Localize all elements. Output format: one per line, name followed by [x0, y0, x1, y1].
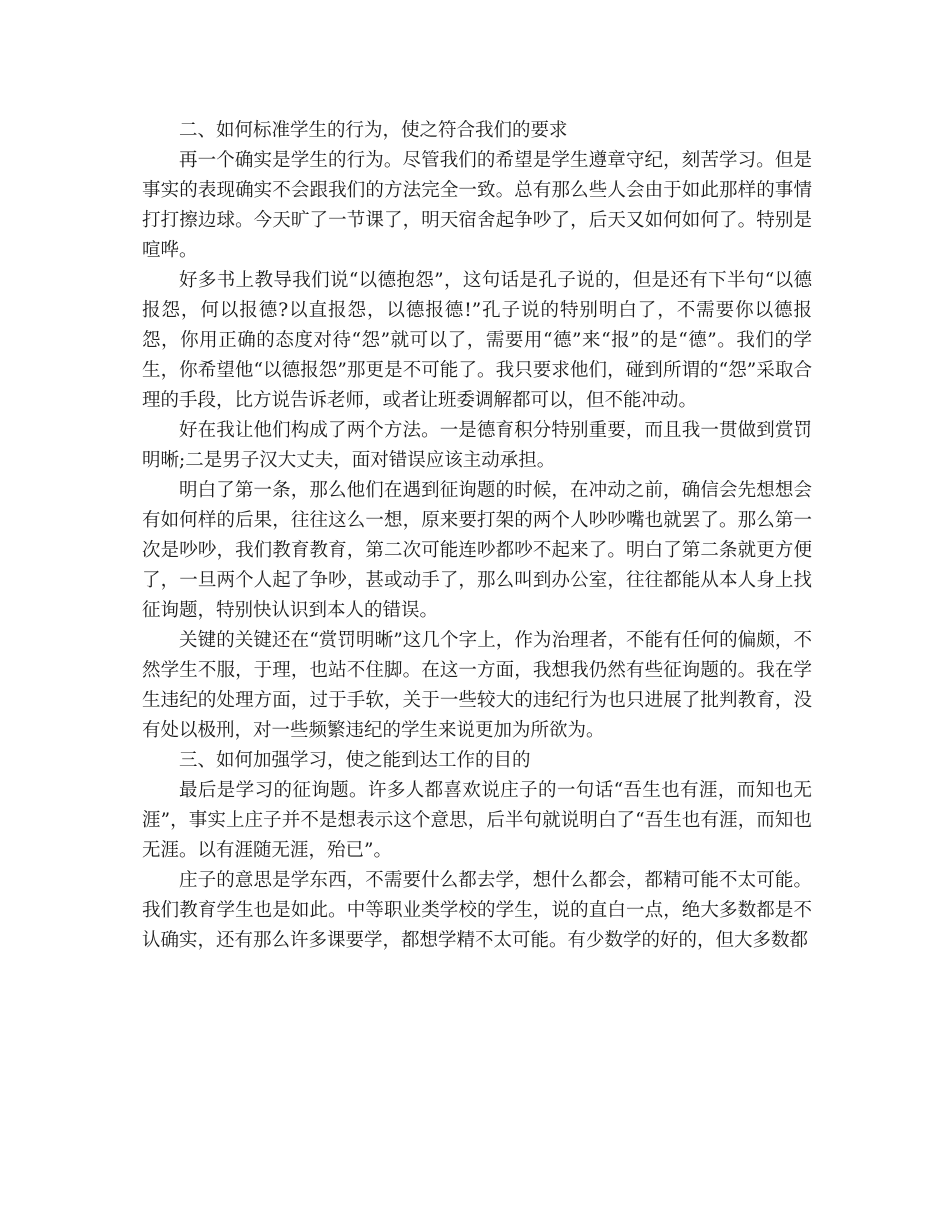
- paragraph: 好在我让他们构成了两个方法。一是德育积分特别重要，而且我一贯做到赏罚明晰;二是男子汉大丈夫，面对错误应该主动承担。: [142, 420, 812, 471]
- paragraph: 最后是学习的征询题。许多人都喜欢说庄子的一句话“吾生也有涯，而知也无涯”，事实上庄子并不是想表示这个意思，后半句就说明白了“吾生也有涯，而知也无涯。以有涯随无涯，殆已”。: [142, 780, 812, 861]
- section-heading-2: 二、如何标准学生的行为，使之符合我们的要求: [179, 120, 568, 141]
- paragraph: 庄子的意思是学东西，不需要什么都去学，想什么都会，都精可能不太可能。我们教育学生也是如此。中等职业类学校的学生，说的直白一点，绝大多数都是不认确实，还有那么许多课要学，都想学精不太可能。有少数学的好的，但大多数都: [142, 870, 812, 951]
- paragraph: 关键的关键还在“赏罚明晰”这几个字上，作为治理者，不能有任何的偏颇，不然学生不服，于理，也站不住脚。在这一方面，我想我仍然有些征询题的。我在学生违纪的处理方面，过于手软，关于一些较大的违纪行为也只进展了批判教育，没有处以极刑，对一些频繁违纪的学生来说更加为所欲为。: [142, 630, 812, 741]
- paragraph: 再一个确实是学生的行为。尽管我们的希望是学生遵章守纪，刻苦学习。但是事实的表现确实不会跟我们的方法完全一致。总有那么些人会由于如此那样的事情打打擦边球。今天旷了一节课了，明天宿舍起争吵了，后天又如何如何了。特别是喧哗。: [142, 150, 812, 261]
- section-heading-3: 三、如何加强学习，使之能到达工作的目的: [179, 750, 531, 771]
- paragraph: 好多书上教导我们说“以德抱怨”，这句话是孔子说的，但是还有下半句“以德报怨，何以报德?以直报怨，以德报德!”孔子说的特别明白了，不需要你以德报怨，你用正确的态度对待“怨”就可以了，需要用“德”来“报”的是“德”。我们的学生，你希望他“以德报怨”那更是不可能了。我只要求他们，碰到所谓的“怨”采取合理的手段，比方说告诉老师，或者让班委调解都可以，但不能冲动。: [142, 270, 812, 411]
- paragraph: 明白了第一条，那么他们在遇到征询题的时候，在冲动之前，确信会先想想会有如何样的后果，往往这么一想，原来要打架的两个人吵吵嘴也就罢了。那么第一次是吵吵，我们教育教育，第二次可能连吵都吵不起来了。明白了第二条就更方便了，一旦两个人起了争吵，甚或动手了，那么叫到办公室，往往都能从本人身上找征询题，特别快认识到本人的错误。: [142, 480, 812, 621]
- document-body: [142, 116, 812, 956]
